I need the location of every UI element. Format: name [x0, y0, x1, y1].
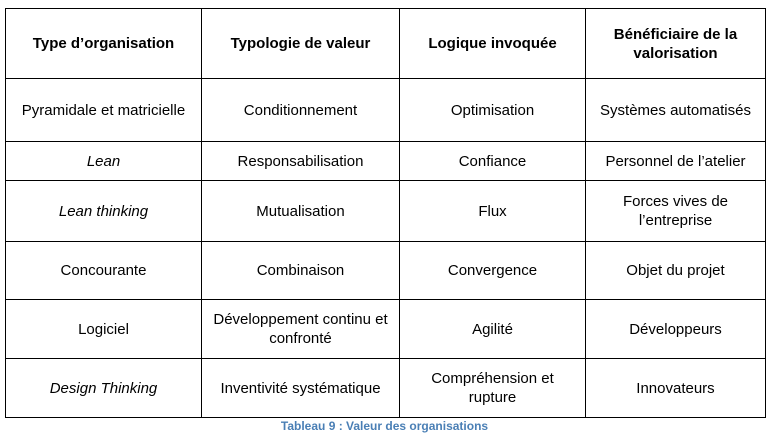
table-cell: Personnel de l’atelier: [586, 142, 766, 181]
table-row: [6, 142, 766, 181]
table-cell: Design Thinking: [6, 359, 202, 418]
table-header-row: [6, 9, 766, 79]
header-typologie-valeur: Typologie de valeur: [202, 9, 400, 79]
table-cell: Développement continu et confronté: [202, 300, 400, 359]
header-beneficiaire: Bénéficiaire de la valorisation: [586, 9, 766, 79]
table-cell: Concourante: [6, 242, 202, 300]
table-caption: Tableau 9 : Valeur des organisations: [280, 419, 489, 433]
table-row: [6, 79, 766, 142]
table-cell: Forces vives de l’entreprise: [586, 181, 766, 242]
table-cell: Objet du projet: [586, 242, 766, 300]
table-cell: Pyramidale et matricielle: [6, 79, 202, 142]
table-cell: Mutualisation: [202, 181, 400, 242]
table-cell: Agilité: [400, 300, 586, 359]
table-cell: Conditionnement: [202, 79, 400, 142]
table-cell: Combinaison: [202, 242, 400, 300]
table-cell: Lean thinking: [6, 181, 202, 242]
table-cell: Logiciel: [6, 300, 202, 359]
table-row: [6, 359, 766, 418]
table-cell: Responsabilisation: [202, 142, 400, 181]
table-cell: Lean: [6, 142, 202, 181]
table-row: [6, 181, 766, 242]
table-row: [6, 242, 766, 300]
table-cell: Confiance: [400, 142, 586, 181]
table-cell: Optimisation: [400, 79, 586, 142]
header-type-organisation: Type d’organisation: [6, 9, 202, 79]
table-cell: Développeurs: [586, 300, 766, 359]
table-cell: Inventivité systématique: [202, 359, 400, 418]
table-cell: Innovateurs: [586, 359, 766, 418]
table-cell: Systèmes automatisés: [586, 79, 766, 142]
header-logique-invoquee: Logique invoquée: [400, 9, 586, 79]
table-row: [6, 300, 766, 359]
organisations-table: [5, 8, 766, 418]
table-cell: Convergence: [400, 242, 586, 300]
table-cell: Compréhension et rupture: [400, 359, 586, 418]
table-cell: Flux: [400, 181, 586, 242]
